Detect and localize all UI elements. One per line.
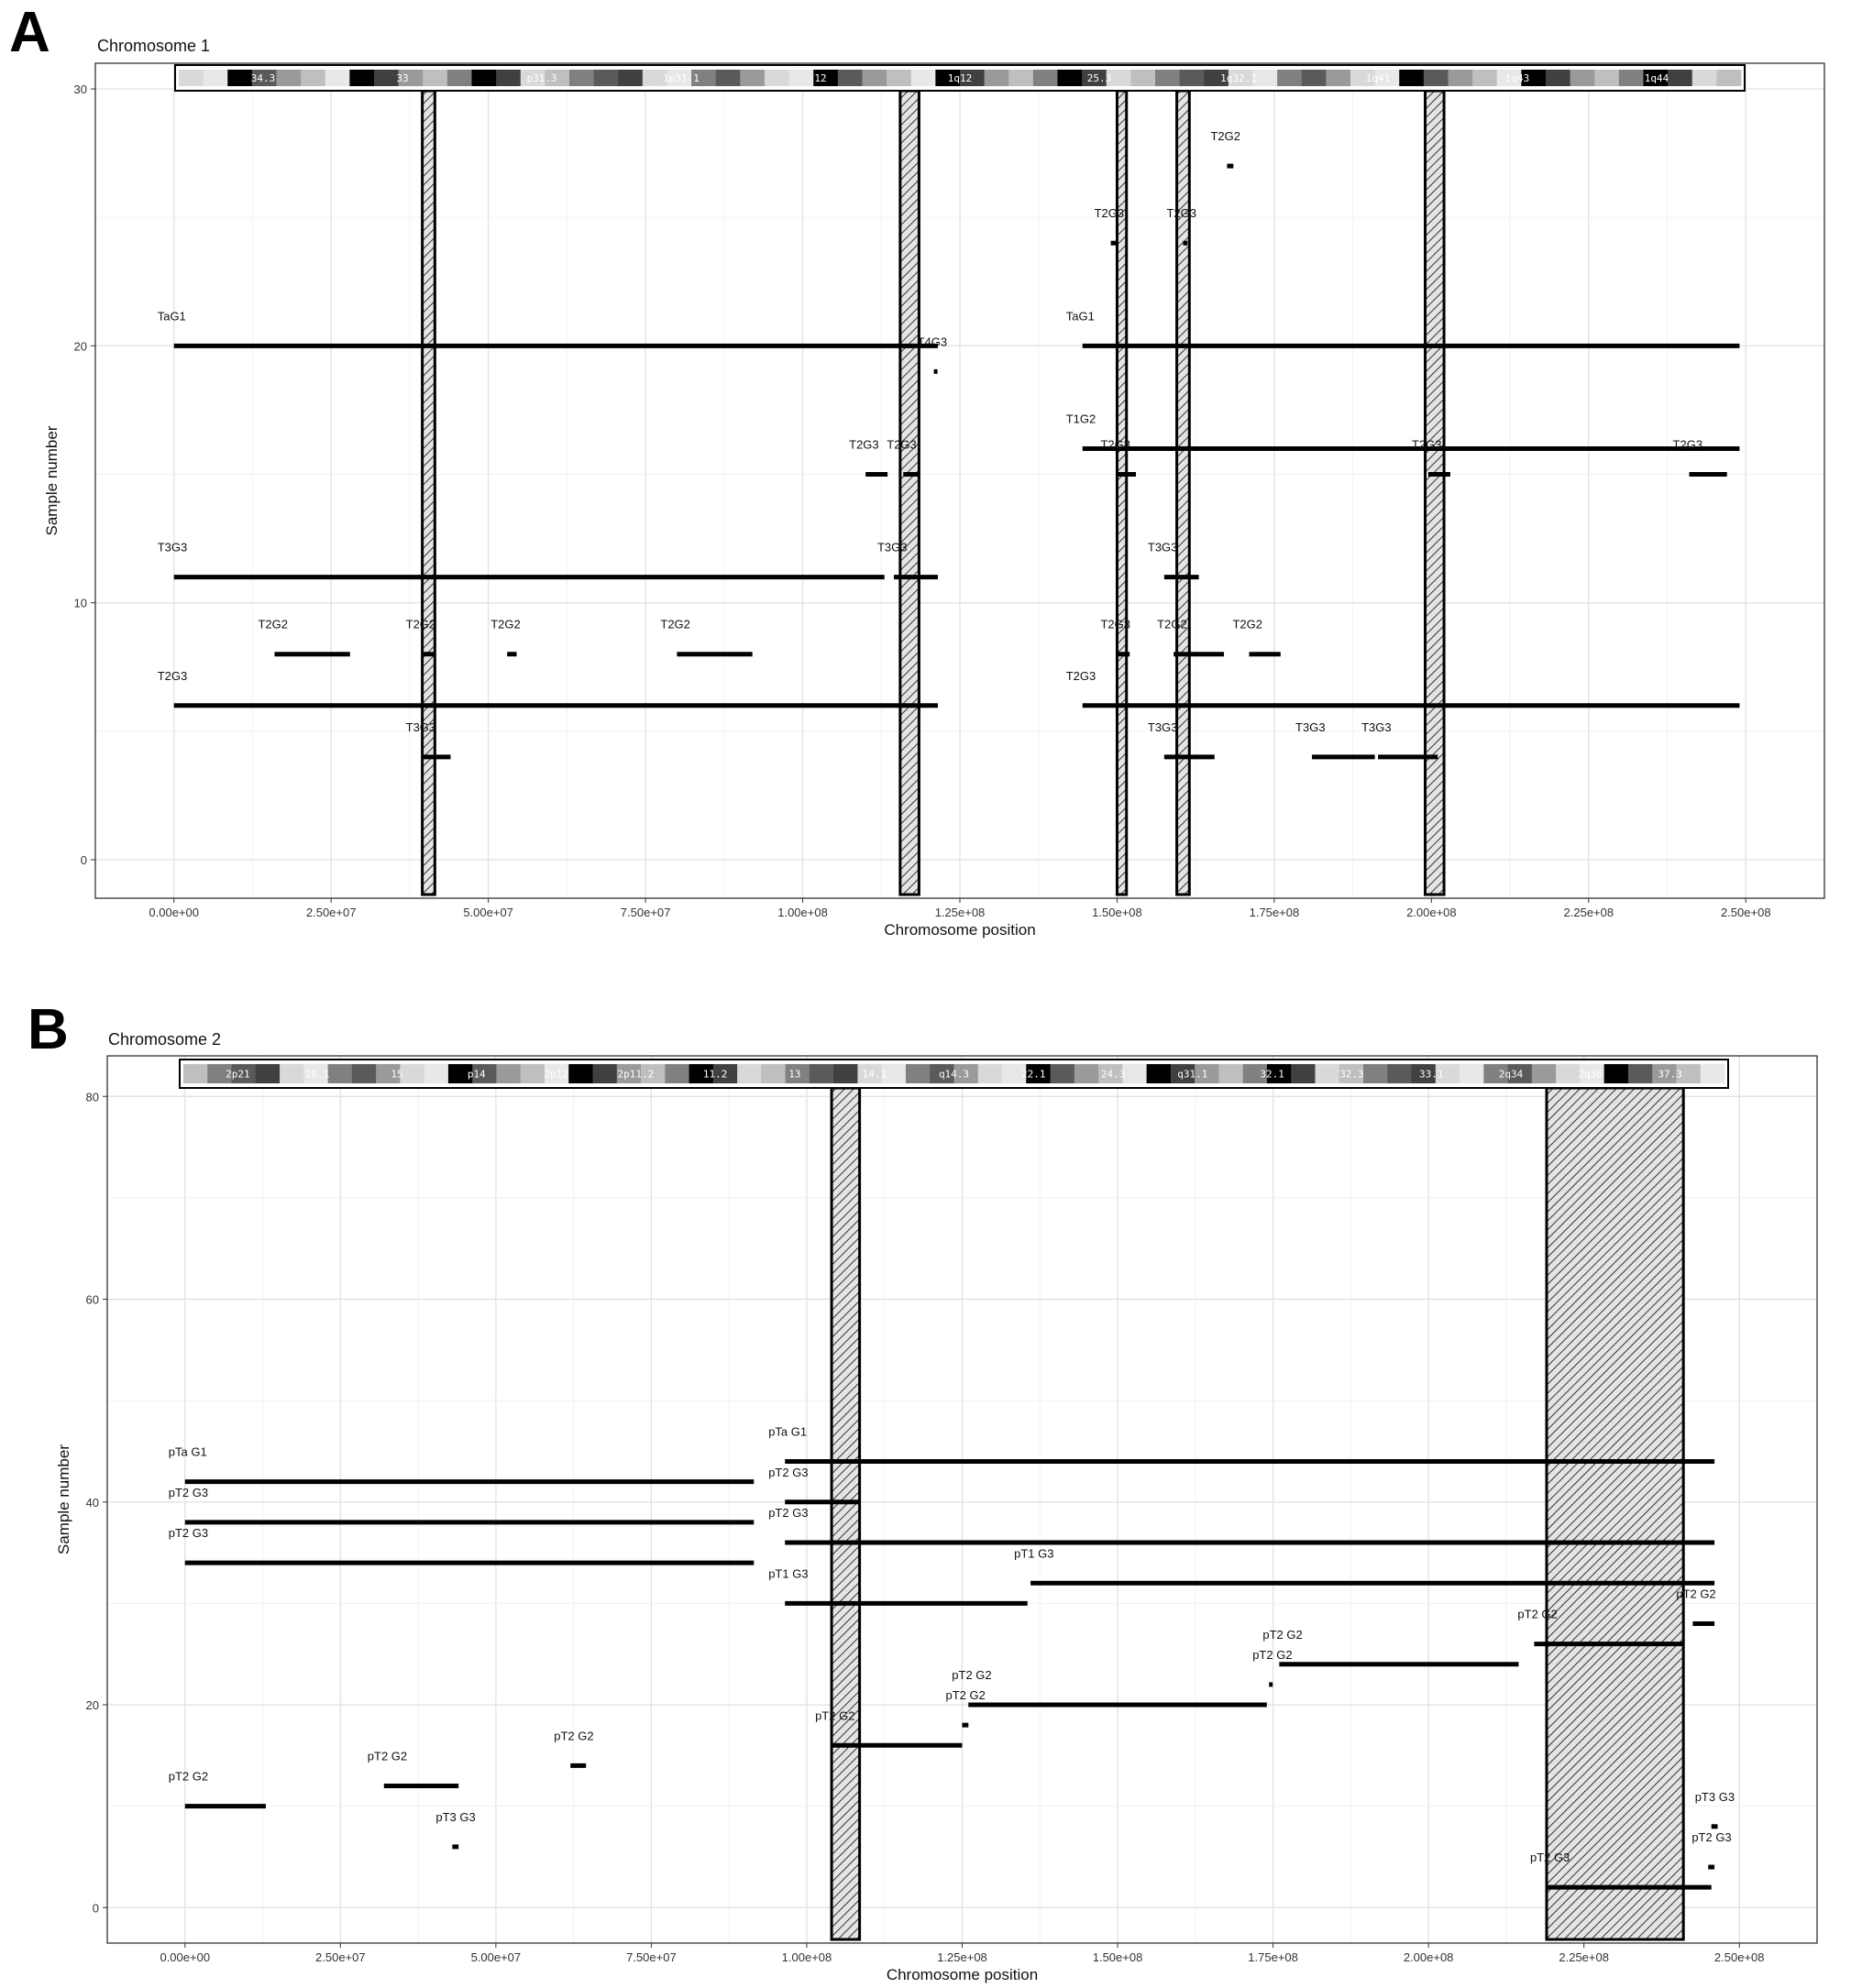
segment-label: pT2 G3 bbox=[768, 1506, 809, 1521]
ideogram-stripe bbox=[1147, 1064, 1172, 1083]
ideogram-stripe bbox=[833, 1064, 858, 1083]
ideogram-band-label: q14.3 bbox=[938, 1068, 970, 1081]
y-tick-label: 10 bbox=[73, 596, 87, 610]
ideogram-band-label: 15 bbox=[391, 1068, 403, 1081]
ideogram-stripe bbox=[328, 1064, 353, 1083]
ideogram-band-label: 32.1 bbox=[1260, 1068, 1284, 1081]
ideogram-stripe bbox=[1291, 1064, 1316, 1083]
x-tick-label: 1.25e+08 bbox=[934, 906, 986, 919]
segment-label: T2G3 bbox=[1094, 206, 1125, 221]
ideogram-band-label: 24.3 bbox=[1100, 1068, 1126, 1081]
segment-label: pTa G1 bbox=[168, 1444, 207, 1459]
ideogram-band-label: 1q44 bbox=[1644, 72, 1669, 84]
chromosome-1-title: Chromosome 1 bbox=[97, 37, 211, 55]
ideogram-stripe bbox=[1387, 1064, 1412, 1083]
ideogram-stripe bbox=[1218, 1064, 1243, 1083]
x-tick-label: 2.25e+08 bbox=[1563, 906, 1614, 919]
x-tick-label: 2.00e+08 bbox=[1406, 906, 1457, 919]
ideogram-band-label: 25.3 bbox=[1086, 72, 1112, 84]
ideogram-band-label: 2q36 bbox=[1578, 1068, 1603, 1081]
ideogram-stripe bbox=[183, 1064, 208, 1083]
segment-label: T2G3 bbox=[1100, 437, 1130, 452]
segment-label: T3G3 bbox=[1361, 719, 1392, 734]
ideogram-band-label: 14.1 bbox=[862, 1068, 887, 1081]
highlight-region bbox=[832, 1088, 860, 1939]
ideogram-stripe bbox=[1074, 1064, 1099, 1083]
x-tick-label: 1.50e+08 bbox=[1092, 1950, 1143, 1964]
segment-label: T2G2 bbox=[660, 617, 690, 632]
segment-label: pT3 G3 bbox=[435, 1809, 476, 1824]
ideogram-stripe bbox=[906, 1064, 931, 1083]
segment-label: pT2 G3 bbox=[168, 1526, 209, 1541]
ideogram-band-label: 12 bbox=[814, 72, 827, 84]
y-tick-label: 30 bbox=[73, 82, 87, 97]
segment-label: pT2 G2 bbox=[1676, 1587, 1716, 1601]
ideogram-band-label: 32.3 bbox=[1339, 1068, 1364, 1081]
ideogram-stripe bbox=[978, 1064, 1003, 1083]
ideogram-stripe bbox=[352, 1064, 377, 1083]
x-tick-label: 0.00e+00 bbox=[160, 1950, 211, 1964]
panel-letter-b: B bbox=[28, 998, 69, 1061]
ideogram-band-label: 1q41 bbox=[1365, 72, 1391, 84]
ideogram-stripe bbox=[256, 1064, 281, 1083]
x-axis-title: Chromosome position bbox=[886, 1966, 1039, 1983]
segment-label: T3G3 bbox=[1147, 719, 1178, 734]
ideogram-band-label: p31.3 bbox=[526, 72, 557, 84]
ideogram-band-label: 13 bbox=[788, 1068, 801, 1081]
ideogram-stripe bbox=[400, 1064, 424, 1083]
y-tick-label: 40 bbox=[85, 1495, 99, 1510]
segment-label: pT2 G3 bbox=[1529, 1851, 1570, 1865]
panel-letter-a: A bbox=[9, 1, 50, 64]
x-tick-label: 7.50e+07 bbox=[626, 1950, 677, 1964]
segment-label: pT2 G2 bbox=[168, 1769, 209, 1784]
segment-label: T2G2 bbox=[258, 617, 288, 632]
ideogram-stripe bbox=[1122, 1064, 1147, 1083]
ideogram-stripe bbox=[593, 1064, 618, 1083]
highlight-region bbox=[1547, 1088, 1683, 1939]
segment-label: pT2 G2 bbox=[815, 1708, 855, 1723]
x-tick-label: 2.50e+07 bbox=[305, 906, 357, 919]
x-tick-label: 2.50e+08 bbox=[1720, 906, 1771, 919]
y-tick-label: 60 bbox=[85, 1292, 99, 1307]
ideogram-band-label: 2p11.2 bbox=[617, 1068, 655, 1081]
x-tick-label: 1.75e+08 bbox=[1248, 1950, 1298, 1964]
segment-label: T2G2 bbox=[405, 617, 436, 632]
segment-label: T2G3 bbox=[1100, 617, 1130, 632]
x-tick-label: 1.00e+08 bbox=[777, 906, 828, 919]
segment-label: T2G3 bbox=[849, 437, 879, 452]
segment-label: T2G2 bbox=[1232, 617, 1262, 632]
ideogram-band-label: 34.3 bbox=[250, 72, 276, 84]
ideogram-stripe bbox=[1628, 1064, 1653, 1083]
segment-label: pT2 G2 bbox=[945, 1688, 986, 1703]
segment-label: pT1 G3 bbox=[768, 1566, 809, 1581]
ideogram-stripe bbox=[496, 1064, 521, 1083]
ideogram-band-label: 1q43 bbox=[1504, 72, 1530, 84]
segment-label: pT2 G2 bbox=[1517, 1607, 1558, 1621]
x-tick-label: 1.00e+08 bbox=[781, 1950, 832, 1964]
x-tick-label: 2.50e+07 bbox=[315, 1950, 366, 1964]
ideogram-stripe bbox=[1051, 1064, 1075, 1083]
ideogram-band-label: 22.1 bbox=[1021, 1068, 1046, 1081]
ideogram-stripe bbox=[424, 1064, 449, 1083]
segment-label: T2G3 bbox=[1411, 437, 1442, 452]
y-tick-label: 20 bbox=[73, 339, 87, 354]
x-tick-label: 5.00e+07 bbox=[470, 1950, 522, 1964]
segment-label: T2G3 bbox=[887, 437, 917, 452]
segment-label: T1G2 bbox=[1065, 412, 1096, 426]
ideogram-band-label: p14 bbox=[467, 1068, 486, 1081]
ideogram-band-label: 33.1 bbox=[1418, 1068, 1444, 1081]
segment-label: T2G2 bbox=[1157, 617, 1187, 632]
segment-label: T3G3 bbox=[157, 540, 188, 555]
segment-label: pT2 G2 bbox=[367, 1749, 408, 1763]
ideogram-band-label: 16.1 bbox=[304, 1068, 330, 1081]
ideogram-band-label: 2p21 bbox=[226, 1068, 250, 1081]
segment-label: T3G3 bbox=[876, 540, 908, 555]
x-tick-label: 7.50e+07 bbox=[620, 906, 671, 919]
x-tick-label: 1.25e+08 bbox=[937, 1950, 987, 1964]
ideogram-stripe bbox=[521, 1064, 545, 1083]
y-axis-title: Sample number bbox=[43, 425, 61, 536]
x-tick-label: 2.25e+08 bbox=[1559, 1950, 1609, 1964]
segment-label: T2G3 bbox=[1166, 206, 1196, 221]
ideogram-band-label: 1q32.1 bbox=[1220, 72, 1257, 84]
segment-label: pT3 G3 bbox=[1694, 1789, 1735, 1804]
ideogram-band-label: q31.1 bbox=[1177, 1068, 1208, 1081]
segment-label: T2G3 bbox=[1672, 437, 1703, 452]
segment-label: pTa G1 bbox=[768, 1424, 808, 1439]
x-tick-label: 1.75e+08 bbox=[1249, 906, 1300, 919]
segment-label: TaG1 bbox=[1065, 309, 1095, 324]
ideogram-stripe bbox=[810, 1064, 834, 1083]
segment-label: pT2 G2 bbox=[952, 1668, 992, 1683]
ideogram-band-label: 1p31.1 bbox=[663, 72, 700, 84]
ideogram-band-label: 2q34 bbox=[1498, 1068, 1524, 1081]
segment-label: pT2 G2 bbox=[1252, 1647, 1293, 1662]
x-tick-label: 2.50e+08 bbox=[1713, 1950, 1765, 1964]
y-tick-label: 80 bbox=[85, 1090, 99, 1104]
ideogram-stripe bbox=[665, 1064, 689, 1083]
segment-label: T3G3 bbox=[405, 719, 436, 734]
ideogram-stripe bbox=[1556, 1064, 1581, 1083]
y-axis-title: Sample number bbox=[55, 1444, 72, 1555]
x-tick-label: 1.50e+08 bbox=[1092, 906, 1142, 919]
y-tick-label: 0 bbox=[80, 852, 87, 867]
ideogram-band-label: 2p12 bbox=[544, 1068, 568, 1081]
y-tick-label: 20 bbox=[85, 1698, 99, 1713]
ideogram-stripe bbox=[737, 1064, 762, 1083]
segment-label: TaG1 bbox=[157, 309, 186, 324]
segment-label: pT2 G3 bbox=[768, 1465, 809, 1479]
ideogram-band-label: 33 bbox=[396, 72, 409, 84]
y-tick-label: 0 bbox=[92, 1901, 99, 1916]
ideogram-stripe bbox=[1701, 1064, 1725, 1083]
segment-label: T3G3 bbox=[1147, 540, 1178, 555]
ideogram-stripe bbox=[761, 1064, 786, 1083]
segment-label: T2G2 bbox=[490, 617, 521, 632]
ideogram-stripe bbox=[1532, 1064, 1557, 1083]
segment-label: pT1 G3 bbox=[1014, 1546, 1054, 1561]
ideogram-stripe bbox=[1315, 1064, 1339, 1083]
ideogram-band-label: 1q12 bbox=[947, 72, 973, 84]
segment-label: pT2 G3 bbox=[168, 1485, 209, 1499]
segment-label: T2G3 bbox=[157, 668, 188, 683]
segment-label: pT2 G2 bbox=[554, 1729, 594, 1743]
x-tick-label: 5.00e+07 bbox=[463, 906, 513, 919]
segment-label: pT2 G2 bbox=[1262, 1627, 1303, 1642]
segment-label: T3G3 bbox=[1295, 719, 1326, 734]
ideogram-band-label: 11.2 bbox=[702, 1068, 728, 1081]
ideogram-stripe bbox=[1363, 1064, 1388, 1083]
segment-label: T2G3 bbox=[1065, 668, 1096, 683]
segment-label: T2G2 bbox=[1210, 129, 1240, 144]
x-tick-label: 0.00e+00 bbox=[149, 906, 200, 919]
x-axis-title: Chromosome position bbox=[884, 921, 1036, 939]
segment-label: pT2 G3 bbox=[1691, 1830, 1732, 1845]
ideogram-stripe bbox=[1460, 1064, 1484, 1083]
x-tick-label: 2.00e+08 bbox=[1403, 1950, 1454, 1964]
ideogram-band-label: 37.3 bbox=[1658, 1068, 1682, 1081]
ideogram-stripe bbox=[568, 1064, 593, 1083]
segment-label: T4G3 bbox=[917, 335, 948, 349]
chromosome-2-title: Chromosome 2 bbox=[108, 1030, 222, 1049]
ideogram-stripe bbox=[1604, 1064, 1629, 1083]
ideogram-stripe bbox=[280, 1064, 304, 1083]
